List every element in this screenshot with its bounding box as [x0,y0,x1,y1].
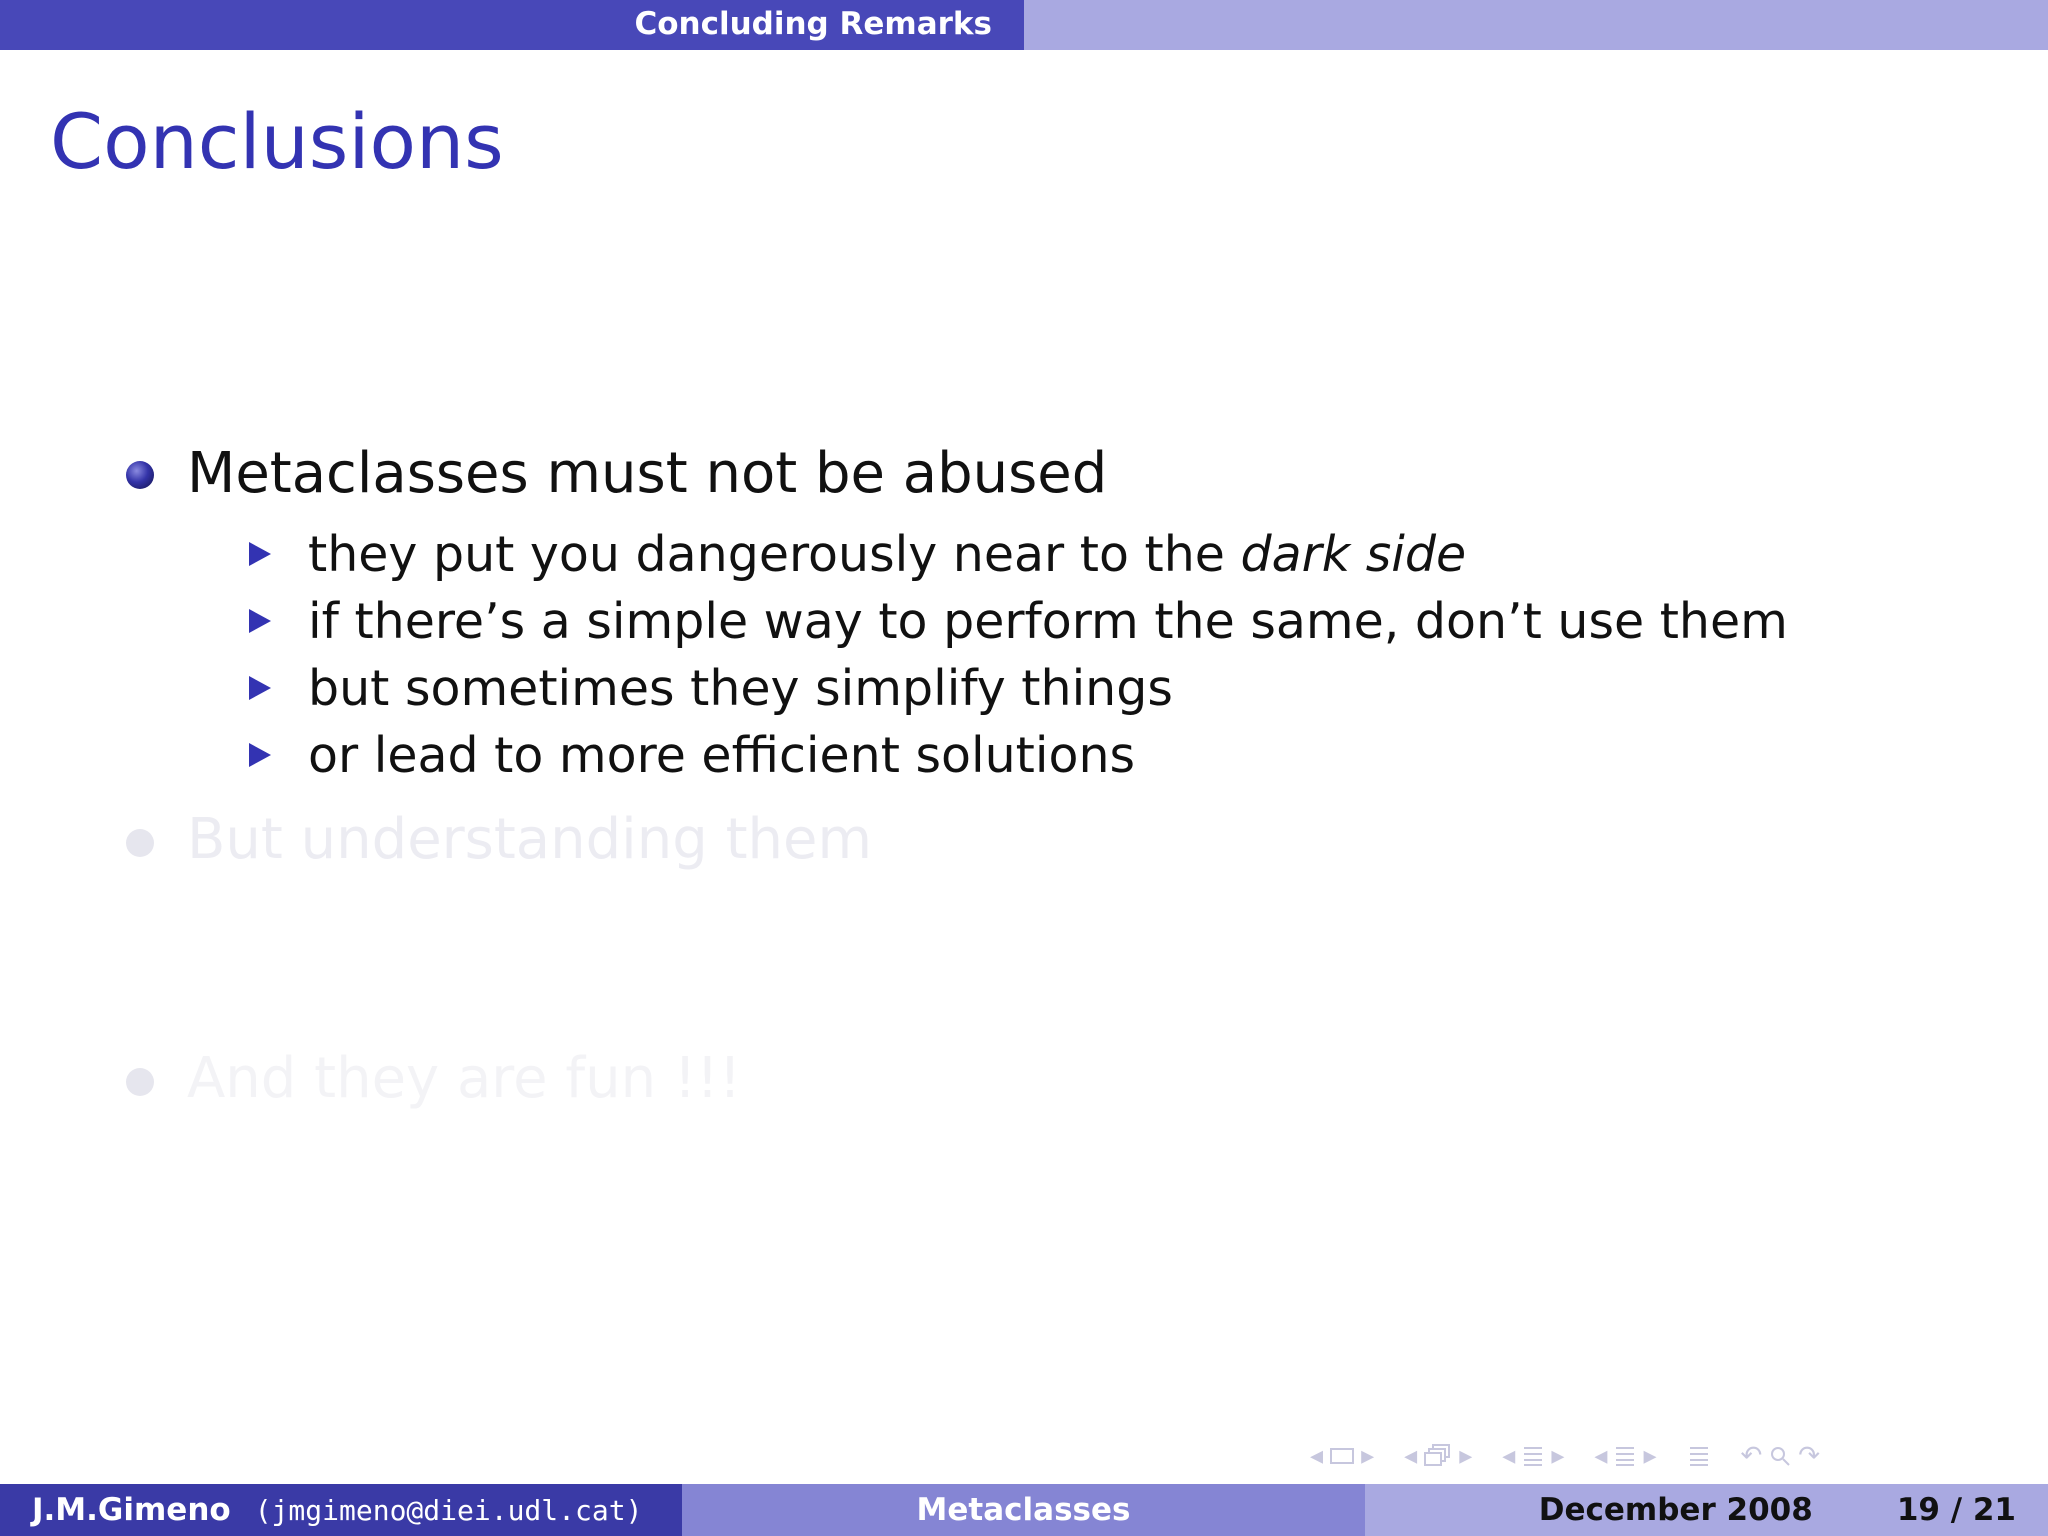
footer-date: December 2008 [1538,1492,1813,1528]
footer-author: J.M.Gimeno [32,1492,231,1528]
nav-subsection-icon[interactable] [1423,1443,1453,1469]
triangle-bullet-icon [249,609,271,633]
beamer-navigation [1310,1438,1820,1474]
nav-next-icon[interactable]: ▸ [1361,1441,1375,1471]
footer-author-block[interactable] [0,1484,682,1536]
header-right [1024,0,2048,50]
undo-icon[interactable]: ↶ [1740,1441,1763,1471]
nav-next-icon[interactable]: ▸ [1551,1441,1565,1471]
bullet-3: And they are fun !!! [187,1046,742,1111]
footer-page-number: 19 / 21 [1896,1492,2016,1528]
nav-section-icon[interactable] [1521,1444,1545,1468]
subitem-1-text: they put you dangerously near to the [308,526,1241,583]
triangle-bullet-icon [249,542,271,566]
nav-prev-icon[interactable]: ◂ [1404,1441,1418,1471]
nav-tools-group [1741,1441,1821,1471]
nav-prev-icon[interactable]: ◂ [1502,1441,1516,1471]
search-icon[interactable] [1768,1444,1792,1468]
subitem-1 [308,525,1466,585]
footer-title: Metaclasses [916,1492,1131,1528]
subitem-1-emphasis: dark side [1240,526,1467,583]
nav-next-icon[interactable]: ▸ [1643,1441,1657,1471]
triangle-bullet-icon [249,743,271,767]
nav-section-group[interactable] [1502,1441,1564,1471]
triangle-bullet-icon [249,676,271,700]
bullet-dot-icon [126,461,154,489]
subitem-4: or lead to more efficient solutions [308,727,1136,784]
footer-email: (jmgimeno@diei.udl.cat) [254,1493,643,1527]
subitem-3: but sometimes they simplify things [308,660,1173,717]
footer-date-block [1365,1484,2048,1536]
nav-section-icon[interactable] [1613,1444,1637,1468]
nav-subsection-group[interactable] [1404,1441,1472,1471]
redo-icon[interactable]: ↷ [1798,1441,1821,1471]
nav-prev-icon[interactable]: ◂ [1310,1441,1324,1471]
header-bar [0,0,2048,50]
subitem-2: if there’s a simple way to perform the same, don’t use them [308,593,1788,650]
nav-next-icon[interactable]: ▸ [1459,1441,1473,1471]
nav-subsubsection-group[interactable] [1594,1441,1656,1471]
nav-prev-icon[interactable]: ◂ [1594,1441,1608,1471]
bullet-dot-icon [126,829,154,857]
footer-bar [0,1484,2048,1536]
bullet-2: But understanding them [187,807,873,872]
nav-doc-icon[interactable] [1687,1444,1711,1468]
bullet-1: Metaclasses must not be abused [187,441,1108,506]
nav-frame-icon[interactable] [1329,1446,1355,1466]
header-left [0,0,1024,50]
footer-title-block[interactable] [682,1484,1365,1536]
slide-title: Conclusions [50,97,504,186]
section-title[interactable]: Concluding Remarks [634,6,992,42]
nav-frame-group[interactable] [1310,1441,1374,1471]
bullet-dot-icon [126,1068,154,1096]
